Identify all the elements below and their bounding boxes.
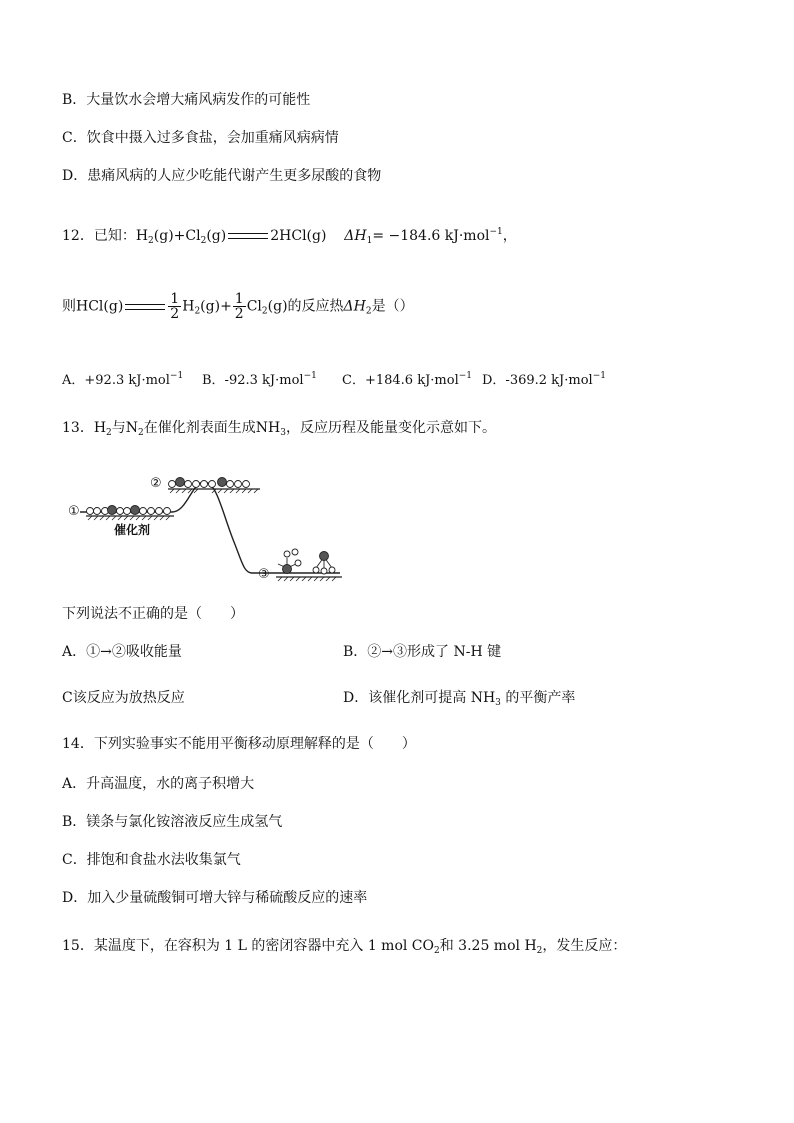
q14-option-a: A．升高温度，水的离子积增大	[62, 776, 255, 792]
fraction-half: $\frac{1}{2}$	[170, 291, 180, 322]
q13-question: 下列说法不正确的是（ ）	[62, 606, 244, 622]
q14-option-c: C．排饱和食盐水法收集氯气	[62, 852, 241, 868]
reaction-energy-diagram	[62, 462, 362, 587]
q12-line2: 则HCl(g) $\frac{1}{2}$ $H_2(g)+$ $\frac{1}{2}$ $Cl_2(g)$的反应热$\Delta H_2$是（）	[62, 291, 414, 322]
q13-option-d: D．该催化剂可提高 $NH_3$ 的平衡产率	[343, 690, 576, 708]
catalyst-label: 催化剂	[114, 523, 151, 537]
q13-option-b: B．②→③形成了 N-H 键	[343, 644, 502, 660]
equals-arrow	[125, 304, 165, 310]
q15-stem: 15．某温度下，在容积为 1 L 的密闭容器中充入 1 mol $CO_2$和 3.25 mol $H_2$，发生反应：	[62, 938, 627, 956]
q12-option-b: B．-92.3 kJ·mol$^{-1}$	[202, 371, 317, 388]
q12-stem: 12．已知：$H_2(g)+Cl_2(g)$ 2HCl(g) $\Delta H_1= -184.6$ kJ·mol$^{-1}$，	[62, 227, 517, 246]
q13-option-c: C该反应为放热反应	[62, 690, 185, 706]
molecules-2	[169, 478, 250, 488]
q14-stem: 14．下列实验事实不能用平衡移动原理解释的是（ ）	[62, 736, 416, 752]
molecules-1	[87, 506, 171, 515]
q11-option-c: C．饮食中摄入过多食盐，会加重痛风病病情	[62, 130, 339, 146]
q11-option-d: D．患痛风病的人应少吃能代谢产生更多尿酸的食物	[62, 168, 382, 184]
state-label-1: ①	[68, 504, 80, 519]
q12-option-c: C．+184.6 kJ·mol$^{-1}$	[342, 371, 473, 388]
q11-option-b: B．大量饮水会增大痛风病发作的可能性	[62, 92, 311, 108]
q14-option-b: B．镁条与氯化铵溶液反应生成氢气	[62, 814, 283, 830]
q12-option-d: D．-369.2 kJ·mol$^{-1}$	[482, 371, 606, 388]
fraction-half: $\frac{1}{2}$	[234, 291, 244, 322]
q12-option-a: A．+92.3 kJ·mol$^{-1}$	[62, 371, 184, 388]
q13-option-a: A．①→②吸收能量	[62, 644, 182, 660]
nh3-molecules	[278, 549, 335, 574]
q12-options	[62, 366, 606, 391]
state-label-3: ③	[258, 567, 270, 582]
state-label-2: ②	[150, 476, 162, 491]
q14-option-d: D．加入少量硫酸铜可增大锌与稀硫酸反应的速率	[62, 890, 368, 906]
q13-stem: 13．$H_2$与$N_2$在催化剂表面生成$NH_3$，反应历程及能量变化示意如下。	[62, 420, 496, 438]
equals-arrow	[228, 233, 268, 239]
